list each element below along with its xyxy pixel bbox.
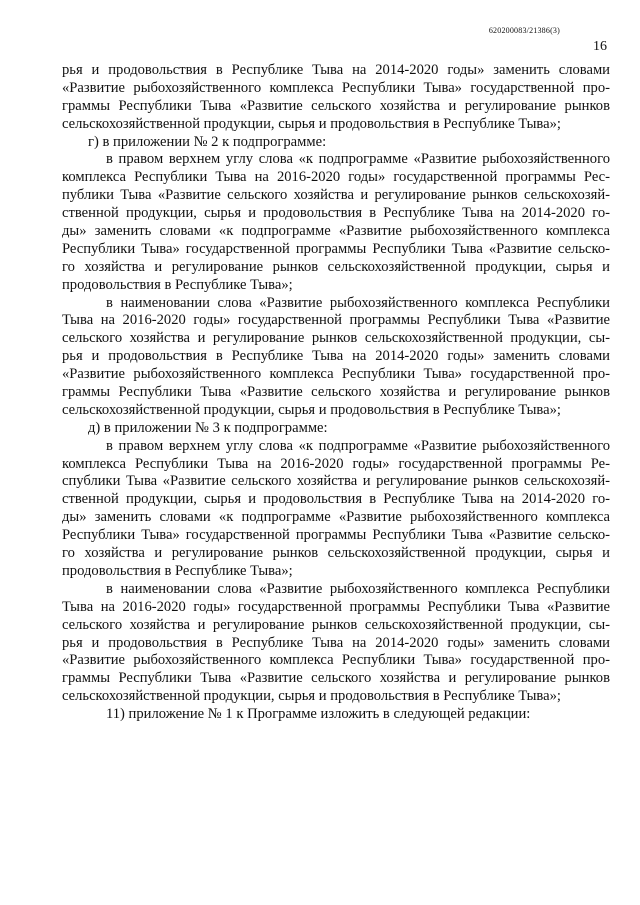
text-line: комплекса Республики Тыва на 2016-2020 годы» государственной программы Ре- xyxy=(62,455,610,472)
text-line: сельскохозяйственной продукции, сырья и продовольствия в Республике Тыва»; xyxy=(62,115,561,132)
text-line: сельскохозяйственной продукции, сырья и продовольствия в Республике Тыва»; xyxy=(62,401,561,418)
list-item-heading: г) в приложении № 2 к подпрограмме: xyxy=(88,133,327,150)
text-line: Республики Тыва» государственной программы Республики Тыва «Развитие сельско- xyxy=(62,240,610,257)
text-line: продовольствия в Республике Тыва»; xyxy=(62,276,293,293)
text-line: Тыва на 2016-2020 годы» государственной программы Республики Тыва «Развитие xyxy=(62,312,610,329)
text-line: сельского хозяйства и регулирование рынков сельскохозяйственной продукции, сы- xyxy=(62,330,610,347)
text-line: «Развитие рыбохозяйственного комплекса Республики Тыва» государственной про- xyxy=(62,79,610,96)
text-line: в наименовании слова «Развитие рыбохозяйственного комплекса Республики xyxy=(106,294,610,311)
text-line: продовольствия в Республике Тыва»; xyxy=(62,562,293,579)
text-line: «Развитие рыбохозяйственного комплекса Республики Тыва» государственной про- xyxy=(62,366,610,383)
text-line: сельскохозяйственной продукции, сырья и продовольствия в Республике Тыва»; xyxy=(62,688,561,705)
text-line: граммы Республики Тыва «Развитие сельского хозяйства и регулирование рынков xyxy=(62,97,610,114)
text-line: ственной продукции, сырья и продовольствия в Республике Тыва на 2014-2020 го- xyxy=(62,205,610,222)
text-line: го хозяйства и регулирование рынков сельскохозяйственной продукции, сырья и xyxy=(62,258,610,275)
text-line: Республики Тыва» государственной программы Республики Тыва «Развитие сельско- xyxy=(62,527,610,544)
text-line: рья и продовольствия в Республике Тыва на 2014-2020 годы» заменить словами xyxy=(62,348,610,365)
document-body xyxy=(62,62,610,724)
text-line: го хозяйства и регулирование рынков сельскохозяйственной продукции, сырья и xyxy=(62,545,610,562)
text-line: «Развитие рыбохозяйственного комплекса Республики Тыва» государственной про- xyxy=(62,652,610,669)
text-line: Тыва на 2016-2020 годы» государственной программы Республики Тыва «Развитие xyxy=(62,598,610,615)
text-line: рья и продовольствия в Республике Тыва на 2014-2020 годы» заменить словами xyxy=(62,62,610,78)
page-number: 16 xyxy=(593,39,607,54)
text-line: в наименовании слова «Развитие рыбохозяйственного комплекса Республики xyxy=(106,580,610,597)
list-item-heading: 11) приложение № 1 к Программе изложить в следующей редакции: xyxy=(106,706,531,723)
text-line: граммы Республики Тыва «Развитие сельского хозяйства и регулирование рынков xyxy=(62,670,610,687)
text-line: сельского хозяйства и регулирование рынков сельскохозяйственной продукции, сы- xyxy=(62,616,610,633)
document-code: 620200083/21386(3) xyxy=(488,26,560,35)
text-line: граммы Республики Тыва «Развитие сельского хозяйства и регулирование рынков xyxy=(62,384,610,401)
text-line: комплекса Республики Тыва на 2016-2020 годы» государственной программы Рес- xyxy=(62,169,610,186)
text-line: ды» заменить словами «к подпрограмме «Развитие рыбохозяйственного комплекса xyxy=(62,509,610,526)
text-line: ственной продукции, сырья и продовольствия в Республике Тыва на 2014-2020 го- xyxy=(62,491,610,508)
text-line: ды» заменить словами «к подпрограмме «Развитие рыбохозяйственного комплекса xyxy=(62,223,610,240)
text-line: в правом верхнем углу слова «к подпрограмме «Развитие рыбохозяйственного xyxy=(106,151,610,168)
text-line: рья и продовольствия в Республике Тыва на 2014-2020 годы» заменить словами xyxy=(62,634,610,651)
text-line: в правом верхнем углу слова «к подпрограмме «Развитие рыбохозяйственного xyxy=(106,437,610,454)
text-line: спублики Тыва «Развитие сельского хозяйства и регулирование рынков сельскохозяй- xyxy=(62,473,610,490)
list-item-heading: д) в приложении № 3 к подпрограмме: xyxy=(88,419,328,436)
text-line: публики Тыва «Развитие сельского хозяйства и регулирование рынков сельскохозяй- xyxy=(62,187,610,204)
